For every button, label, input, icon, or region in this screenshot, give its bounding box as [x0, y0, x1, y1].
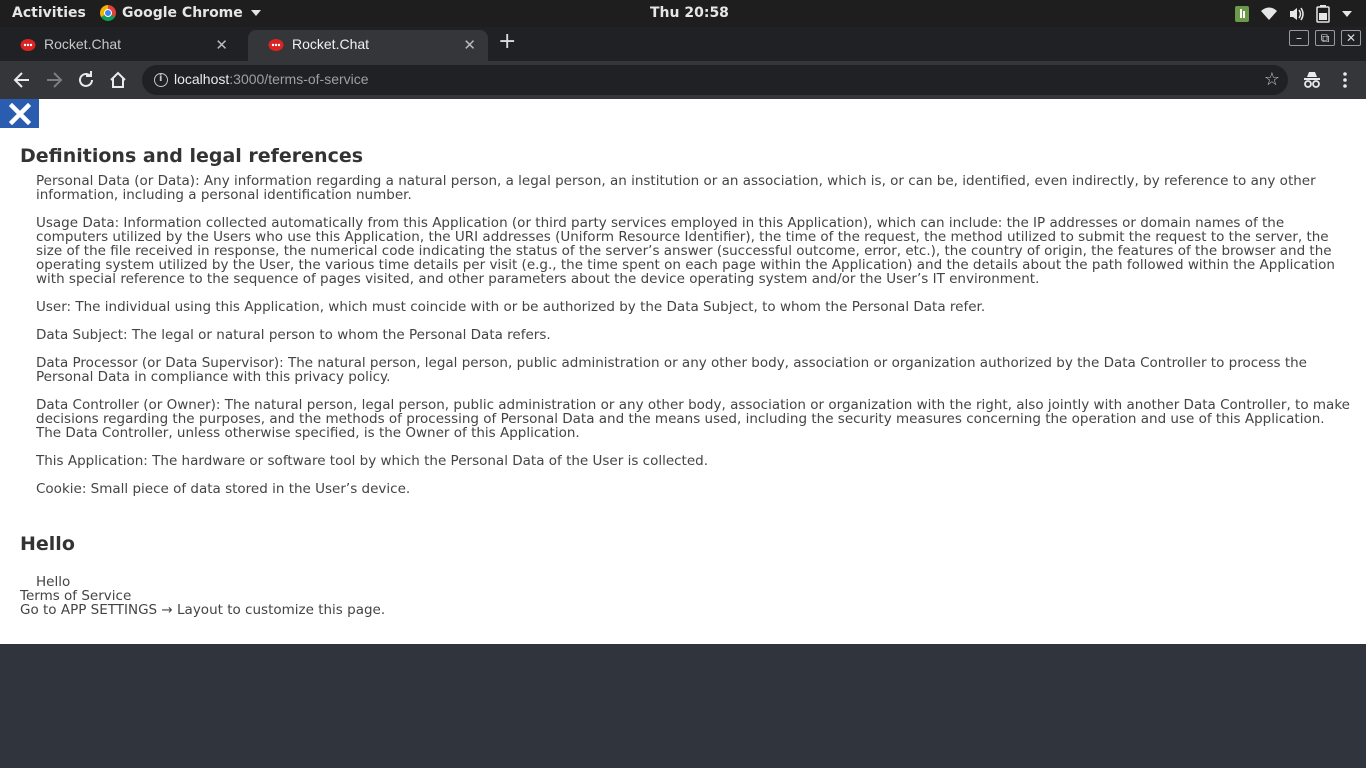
definition-personal-data: Personal Data (or Data): Any information regarding a natural person, a legal person, an institution or an association, which is, or can be, identified, even indirectly, by reference to any other information, including a personal identification number.	[36, 173, 1316, 203]
definition-user: User: The individual using this Application, which must coincide with or be authorized by the Data Subject, to whom the Personal Data refer.	[36, 299, 986, 315]
tab-rocket-chat-2[interactable]	[248, 30, 488, 61]
address-bar[interactable]	[142, 65, 1288, 95]
back-icon[interactable]	[11, 69, 33, 91]
app-menu[interactable]	[100, 5, 261, 21]
volume-icon[interactable]	[1288, 6, 1306, 22]
bookmark-star-icon[interactable]: ☆	[1263, 69, 1280, 90]
close-icon	[9, 103, 31, 125]
clock[interactable]: Thu 20:58	[650, 5, 729, 21]
tab-title: Rocket.Chat	[292, 36, 370, 52]
tab-strip	[0, 27, 1366, 61]
restore-button[interactable]: ⧉	[1315, 30, 1335, 46]
chrome-icon	[100, 5, 116, 21]
hello-text: Hello	[36, 574, 71, 590]
incognito-icon[interactable]	[1301, 69, 1323, 91]
forward-icon[interactable]	[43, 69, 65, 91]
kebab-menu-icon[interactable]	[1334, 69, 1356, 91]
tab-title: Rocket.Chat	[44, 36, 122, 52]
footer-customize-hint: Go to APP SETTINGS → Layout to customize this page.	[20, 602, 386, 618]
new-tab-button[interactable]: +	[498, 29, 517, 54]
tab-rocket-chat-1[interactable]	[0, 30, 240, 61]
wifi-icon[interactable]	[1260, 6, 1278, 22]
definition-this-application: This Application: The hardware or software tool by which the Personal Data of the User is collected.	[36, 453, 709, 469]
definition-data-processor: Data Processor (or Data Supervisor): The natural person, legal person, public administration or any other body, association or organization authorized by the Data Controller to process the Personal Data in compliance with this privacy policy.	[36, 355, 1307, 385]
system-tray[interactable]	[1234, 3, 1352, 25]
chevron-down-icon	[251, 10, 261, 16]
web-page	[0, 99, 1366, 644]
terms-content	[20, 145, 1350, 617]
hello-section	[20, 575, 1350, 617]
footer-terms-label: Terms of Service	[20, 588, 132, 604]
battery-icon[interactable]	[1316, 5, 1330, 23]
section-title-hello: Hello	[20, 533, 75, 555]
url-host: localhost	[174, 71, 230, 87]
definition-data-subject: Data Subject: The legal or natural person to whom the Personal Data refers.	[36, 327, 551, 343]
home-icon[interactable]	[107, 69, 129, 91]
tab-close-icon[interactable]: ✕	[215, 37, 228, 54]
rocket-chat-favicon-icon	[268, 38, 284, 53]
section-title-definitions: Definitions and legal references	[20, 145, 364, 167]
definition-data-controller: Data Controller (or Owner): The natural person, legal person, public administration or any other body, association or organization with the right, also jointly with another Data Controller, to make decisions regarding the purposes, and the methods of processing of Personal Data and the means used, including the security measures concerning the operation and use of this Application. The Data Controller, unless otherwise specified, is the Owner of this Application.	[36, 397, 1350, 441]
url-text[interactable]	[174, 71, 369, 87]
close-window-button[interactable]: ✕	[1341, 30, 1361, 46]
definition-usage-data: Usage Data: Information collected automatically from this Application (or third party services employed in this Application), which can include: the IP addresses or domain names of the computers utilized by the Users who use this Application, the URI addresses (Uniform Resource Identifier), the time of the request, the method utilized to submit the request to the server, the size of the file received in response, the numerical code indicating the status of the server’s answer (successful outcome, error, etc.), the country of origin, the features of the browser and the operating system utilized by the User, the various time details per visit (e.g., the time spent on each page within the Application) and the details about the path followed within the Application with special reference to the sequence of pages visited, and other parameters about the device operating system and/or the User’s IT environment.	[36, 215, 1335, 287]
close-page-button[interactable]	[0, 99, 39, 128]
app-indicator-icon[interactable]	[1234, 5, 1250, 23]
definitions-list	[20, 174, 1350, 496]
browser-toolbar	[0, 61, 1366, 99]
system-top-bar	[0, 0, 1366, 27]
definition-cookie: Cookie: Small piece of data stored in the User’s device.	[36, 481, 411, 497]
url-path: :3000/terms-of-service	[229, 71, 369, 87]
system-menu-chevron-icon[interactable]	[1342, 11, 1352, 17]
app-menu-label: Google Chrome	[122, 5, 243, 21]
rocket-chat-favicon-icon	[20, 38, 36, 53]
minimize-button[interactable]: –	[1289, 30, 1309, 46]
site-info-icon[interactable]	[154, 73, 168, 87]
reload-icon[interactable]	[75, 69, 97, 91]
tab-close-icon[interactable]: ✕	[463, 37, 476, 54]
activities-button[interactable]: Activities	[12, 5, 86, 21]
